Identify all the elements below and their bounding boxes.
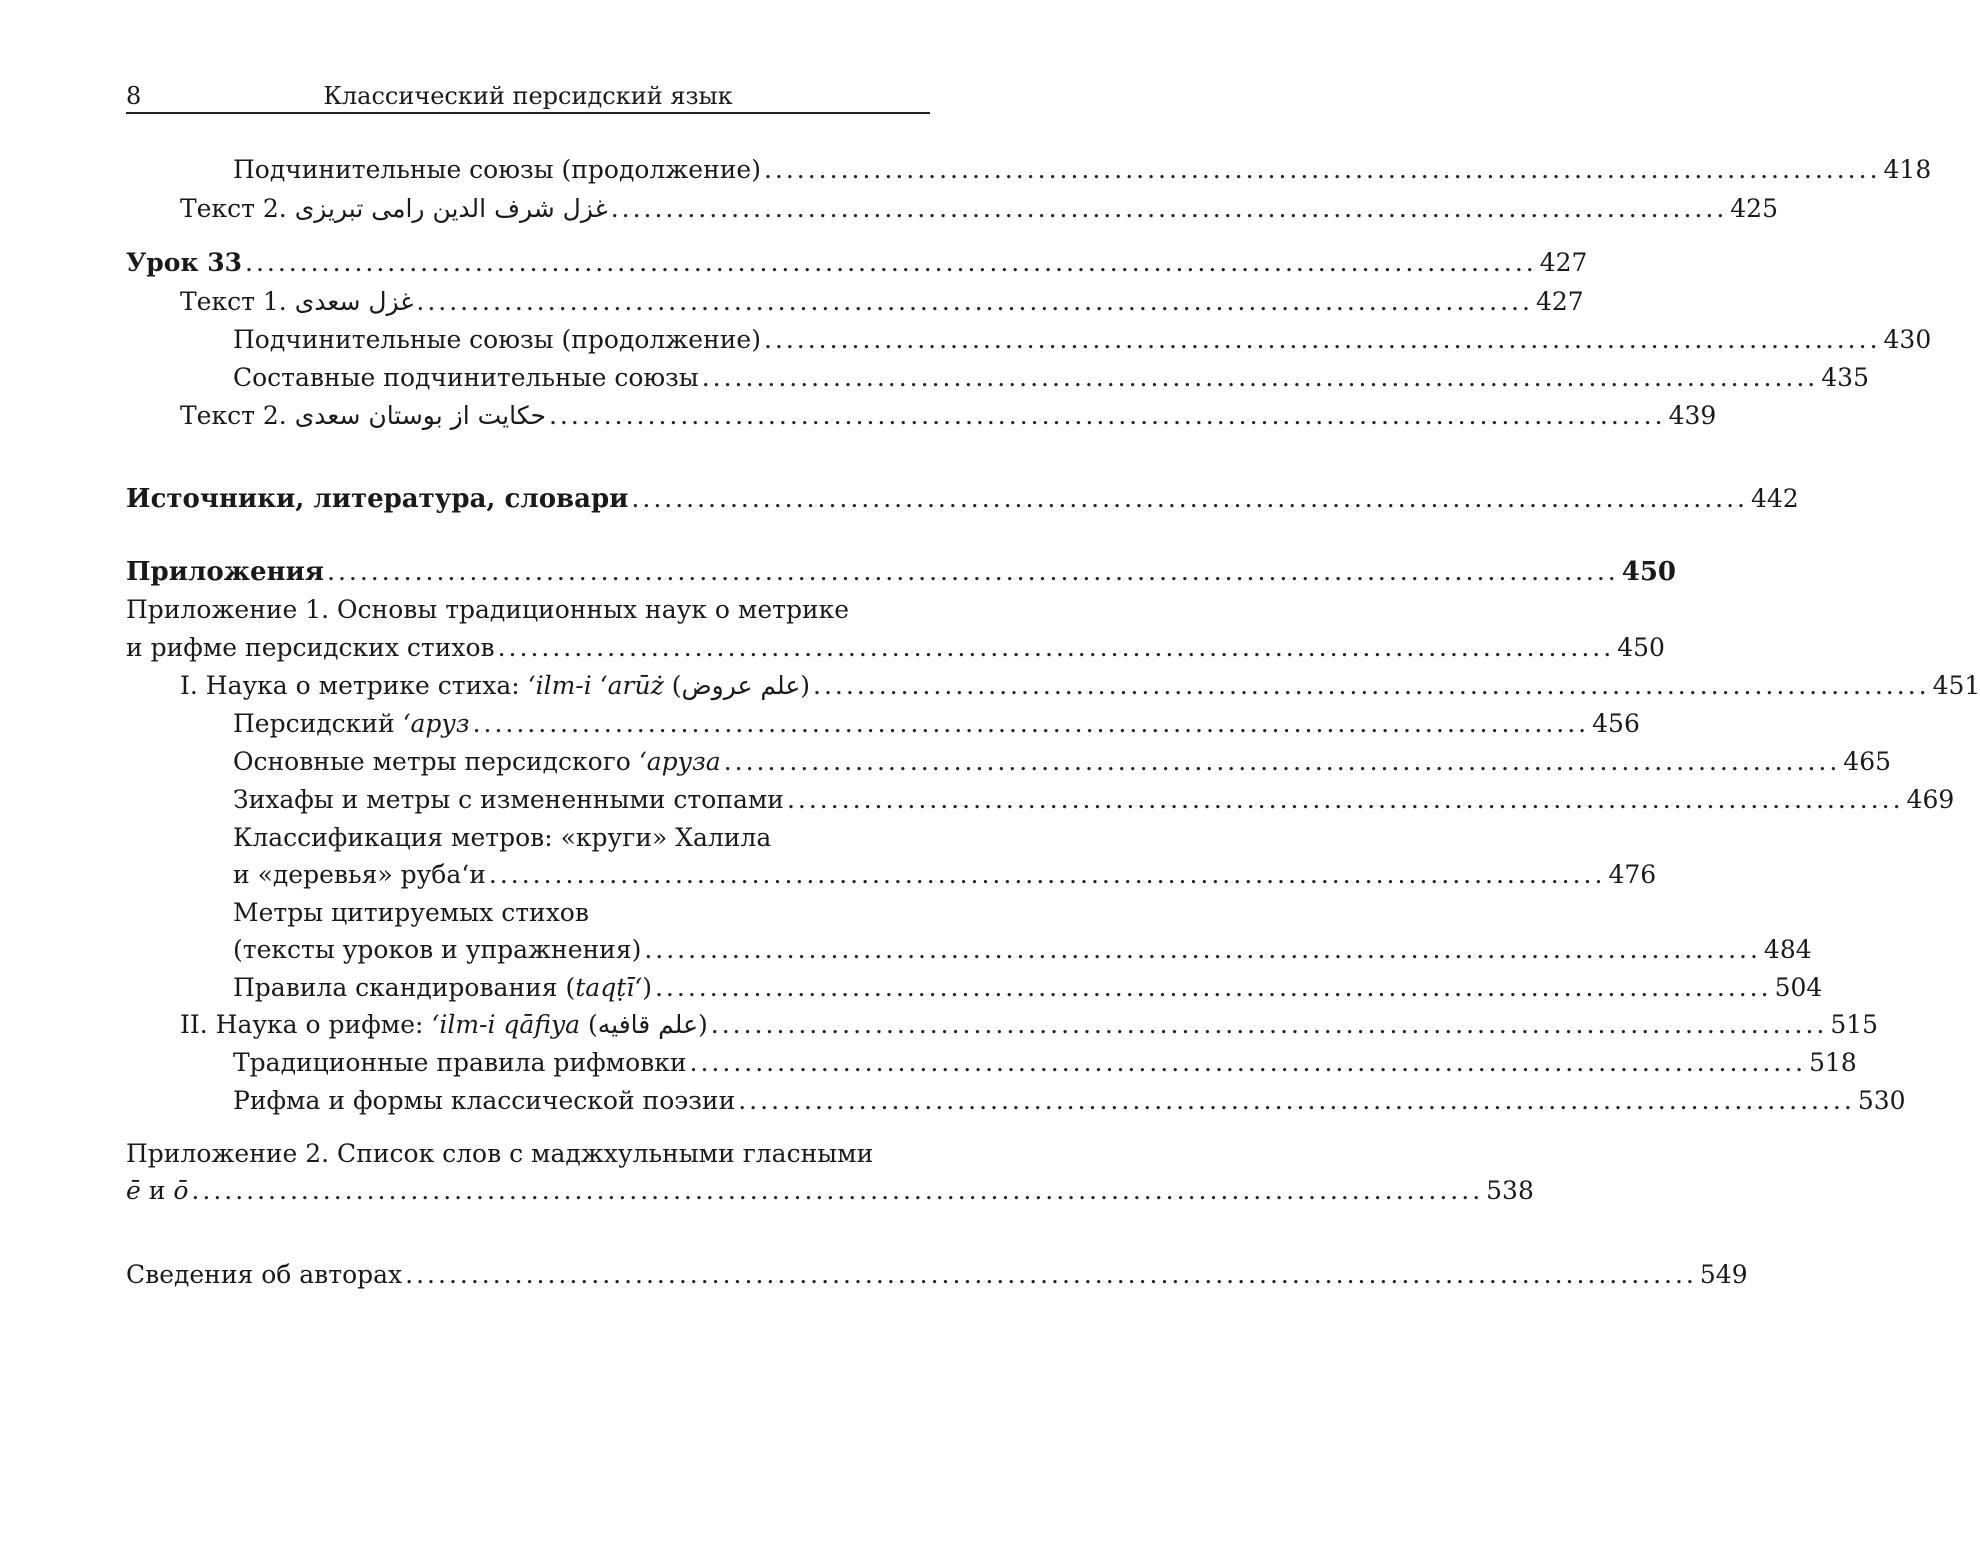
leader-dots: ...................................................................................................................... (327, 557, 1619, 586)
toc-entry-line1[interactable]: Классификация метров: «круги» Халила (233, 823, 772, 852)
toc-entry-page: 427 (1539, 248, 1588, 277)
toc-entry-page: 450 (1621, 557, 1677, 587)
leader-dots: ...................................................................................................... (548, 401, 1666, 430)
toc-entry[interactable] (233, 152, 1932, 188)
toc-entry[interactable] (126, 245, 1588, 281)
paren-close: ) (642, 973, 652, 1002)
toc-entry-title: Приложения (126, 557, 325, 587)
toc-entry-title (180, 284, 413, 320)
paren-open: ( (580, 1010, 598, 1039)
toc-entry-line1[interactable]: Приложение 1. Основы традиционных наук о метрике (126, 595, 850, 624)
arabic-title: علم عروض (681, 671, 801, 700)
transliteration: taqṭī‘ (575, 973, 643, 1002)
leader-dots: ...................................................................................................... (813, 671, 1930, 700)
arabic-title: علم قافيه (597, 1010, 698, 1039)
leader-dots: ...................................................................................................... (763, 155, 1881, 184)
toc-entry[interactable] (233, 932, 1812, 968)
transliteration: ‘ilm-i qāfiya (431, 1010, 581, 1039)
text-label: Текст 2. (180, 401, 287, 430)
transliteration: ‘ilm-i ‘arūż (527, 671, 664, 700)
leader-dots: ...................................................................................................... (472, 709, 1590, 738)
text-label: I. Наука о метрике стиха: (180, 671, 528, 700)
toc-entry-title: (тексты уроков и упражнения) (233, 935, 642, 964)
toc-entry-page: 425 (1730, 194, 1778, 223)
toc-entry-title: Источники, литература, словари (126, 484, 629, 514)
toc-entry-page: 439 (1668, 401, 1717, 430)
toc-entry-page: 456 (1592, 709, 1640, 738)
toc-entry[interactable] (180, 668, 1980, 704)
vowel-o: ō (173, 1176, 189, 1205)
toc-entry[interactable] (126, 1173, 1534, 1209)
toc-entry[interactable] (233, 706, 1640, 742)
conjunction: и (140, 1176, 174, 1205)
leader-dots: ...................................................................................................................... (405, 1260, 1697, 1289)
toc-entry[interactable] (180, 284, 1584, 320)
paren-close: ) (800, 671, 811, 700)
toc-entry[interactable] (180, 191, 1778, 227)
toc-entry[interactable] (233, 857, 1657, 893)
paren-close: ) (698, 1010, 708, 1039)
toc-entry-title (180, 1007, 708, 1043)
leader-dots: ...................................................................................................................... (191, 1176, 1484, 1205)
toc-entry[interactable] (126, 481, 1799, 517)
toc-entry-page: 518 (1809, 1048, 1857, 1077)
toc-entry[interactable] (233, 744, 1892, 780)
toc-entry[interactable] (126, 1257, 1748, 1293)
toc-entry-title (180, 191, 608, 227)
toc-entry-title: Сведения об авторах (126, 1260, 403, 1289)
toc-entry[interactable] (126, 554, 1677, 590)
leader-dots: ...................................................................................................... (786, 785, 1904, 814)
leader-dots: ...................................................................................................... (701, 363, 1819, 392)
toc-entry-title (233, 970, 652, 1006)
toc-entry-title: Подчинительные союзы (продолжение) (233, 325, 761, 354)
text-label: Персидский (233, 709, 403, 738)
toc-entry-title: Рифма и формы классической поэзии (233, 1086, 736, 1115)
text-label: II. Наука о рифме: (180, 1010, 432, 1039)
arabic-title: غزل سعدى (294, 287, 414, 316)
leader-dots: ...................................................................................................... (689, 1048, 1807, 1077)
leader-dots: ...................................................................................................... (710, 1010, 1828, 1039)
toc-entry-page: 530 (1857, 1086, 1906, 1115)
toc-entry[interactable] (233, 1045, 1857, 1081)
arabic-title: غزل شرف الدين رامى تبريزى (294, 194, 608, 223)
leader-dots: ...................................................................................................... (738, 1086, 1855, 1115)
toc-entry[interactable] (233, 970, 1823, 1006)
toc-entry-title: Традиционные правила рифмовки (233, 1048, 687, 1077)
paren-open: ( (663, 671, 682, 700)
toc-entry[interactable] (233, 322, 1932, 358)
toc-entry[interactable] (126, 630, 1665, 666)
toc-entry-page: 465 (1843, 747, 1892, 776)
toc-entry-page: 504 (1774, 973, 1823, 1002)
leader-dots: ...................................................................................................... (416, 287, 1533, 316)
leader-dots: ...................................................................................................... (610, 194, 1728, 223)
text-label: Текст 2. (180, 194, 287, 223)
page-number: 8 (126, 82, 142, 110)
toc-entry-page: 469 (1906, 785, 1955, 814)
toc-entry-page: 451 (1932, 671, 1980, 700)
toc-entry-title: Зихафы и метры с измененными стопами (233, 785, 784, 814)
toc-entry-title (126, 1173, 188, 1209)
running-header (126, 80, 930, 114)
leader-dots: ...................................................................................................... (644, 935, 1761, 964)
toc-entry-page: 418 (1883, 155, 1932, 184)
toc-entry-page: 515 (1830, 1010, 1879, 1039)
toc-entry-line1[interactable]: Приложение 2. Список слов с маджхульными гласными (126, 1139, 874, 1168)
toc-entry-page: 430 (1883, 325, 1932, 354)
toc-entry-title (233, 706, 470, 742)
text-label: Текст 1. (180, 287, 287, 316)
toc-entry[interactable] (233, 360, 1869, 396)
leader-dots: ...................................................................................................... (631, 484, 1748, 513)
arabic-title: حكايت از بوستان سعدى (294, 401, 546, 430)
running-title: Классический персидский язык (323, 82, 733, 110)
toc-entry-page: 450 (1617, 633, 1665, 662)
toc-entry-page: 484 (1763, 935, 1812, 964)
toc-entry-page: 476 (1608, 860, 1657, 889)
toc-entry-page: 435 (1821, 363, 1869, 392)
toc-entry-title: Подчинительные союзы (продолжение) (233, 155, 761, 184)
leader-dots: ...................................................................................................................... (245, 248, 1537, 277)
text-label: Правила скандирования ( (233, 973, 576, 1002)
toc-entry-title (233, 744, 721, 780)
toc-entry-page: 538 (1486, 1176, 1534, 1205)
toc-entry[interactable] (180, 1007, 1879, 1043)
toc-entry-title (180, 668, 810, 704)
leader-dots: ...................................................................................................... (763, 325, 1881, 354)
text-label: Основные метры персидского (233, 747, 639, 776)
leader-dots: ...................................................................................................... (723, 747, 1841, 776)
transliteration: ‘аруза (638, 747, 721, 776)
toc-entry-line1[interactable]: Метры цитируемых стихов (233, 898, 589, 927)
vowel-e: ē (126, 1176, 141, 1205)
toc-entry-title (180, 398, 546, 434)
toc-entry-page: 549 (1699, 1260, 1748, 1289)
toc-entry-title: Составные подчинительные союзы (233, 363, 699, 392)
toc-entry-page: 442 (1751, 484, 1799, 513)
leader-dots: ...................................................................................................... (497, 633, 1615, 662)
toc-entry[interactable] (233, 1083, 1906, 1119)
leader-dots: ...................................................................................................... (654, 973, 1772, 1002)
toc-entry-title: и «деревья» руба‘и (233, 860, 486, 889)
transliteration: ‘аруз (402, 709, 470, 738)
toc-entry-page: 427 (1535, 287, 1584, 316)
toc-entry[interactable] (233, 782, 1955, 818)
toc-entry-title: и рифме персидских стихов (126, 633, 495, 662)
toc-entry[interactable] (180, 398, 1717, 434)
leader-dots: ...................................................................................................... (488, 860, 1606, 889)
toc-entry-title: Урок 33 (126, 248, 242, 277)
